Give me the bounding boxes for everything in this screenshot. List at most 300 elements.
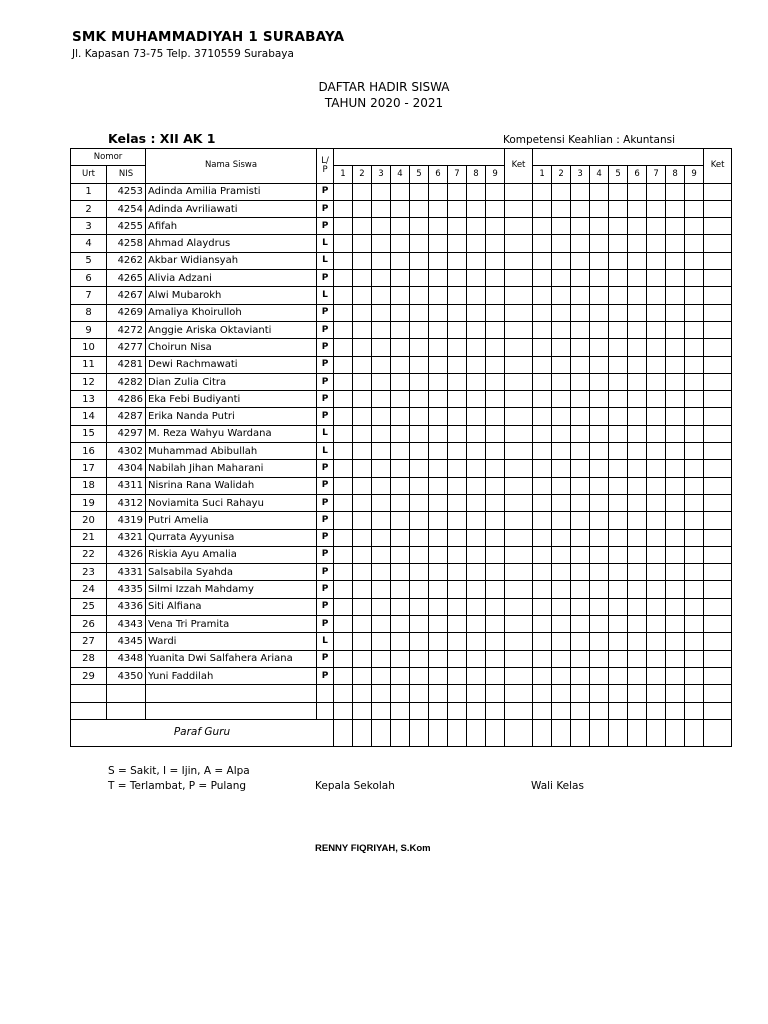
- attendance-cell: [590, 443, 609, 460]
- attendance-cell: [647, 512, 666, 529]
- student-number: 22: [71, 546, 107, 563]
- day-header: 9: [486, 166, 505, 183]
- attendance-cell: [391, 425, 410, 442]
- student-sex: P: [317, 460, 334, 477]
- student-sex: P: [317, 667, 334, 684]
- attendance-cell: [685, 494, 704, 511]
- attendance-cell: [609, 235, 628, 252]
- student-number: 4: [71, 235, 107, 252]
- attendance-cell: [609, 650, 628, 667]
- attendance-cell: [533, 321, 552, 338]
- attendance-cell: [486, 529, 505, 546]
- school-address: Jl. Kapasan 73-75 Telp. 3710559 Surabaya: [72, 48, 294, 60]
- student-nis: 4267: [107, 287, 146, 304]
- attendance-cell: [628, 598, 647, 615]
- attendance-cell: [647, 391, 666, 408]
- attendance-cell: [448, 304, 467, 321]
- attendance-cell: [391, 287, 410, 304]
- student-nis: 4311: [107, 477, 146, 494]
- student-sex: P: [317, 512, 334, 529]
- attendance-cell: [334, 702, 353, 719]
- attendance-cell: [505, 425, 533, 442]
- attendance-cell: [448, 391, 467, 408]
- attendance-cell: [372, 667, 391, 684]
- attendance-cell: [571, 339, 590, 356]
- attendance-cell: [391, 391, 410, 408]
- attendance-cell: [334, 252, 353, 269]
- attendance-cell: [353, 356, 372, 373]
- attendance-cell: [533, 373, 552, 390]
- attendance-cell: [533, 356, 552, 373]
- attendance-cell: [647, 633, 666, 650]
- attendance-cell: [448, 564, 467, 581]
- attendance-cell: [704, 529, 732, 546]
- principal-label: Kepala Sekolah: [315, 780, 395, 792]
- attendance-cell: [666, 270, 685, 287]
- day-header: 8: [467, 166, 486, 183]
- attendance-cell: [590, 598, 609, 615]
- attendance-cell: [334, 546, 353, 563]
- attendance-cell: [685, 633, 704, 650]
- attendance-cell: [391, 633, 410, 650]
- table-row: [71, 667, 732, 684]
- empty-cell: [71, 702, 107, 719]
- attendance-cell: [372, 408, 391, 425]
- attendance-cell: [704, 252, 732, 269]
- signature-cell: [685, 719, 704, 746]
- attendance-cell: [628, 512, 647, 529]
- student-nis: 4345: [107, 633, 146, 650]
- attendance-cell: [505, 339, 533, 356]
- table-row: [71, 494, 732, 511]
- attendance-cell: [590, 235, 609, 252]
- table-row: [71, 304, 732, 321]
- student-nis: 4297: [107, 425, 146, 442]
- attendance-cell: [590, 564, 609, 581]
- attendance-cell: [666, 373, 685, 390]
- attendance-cell: [666, 304, 685, 321]
- attendance-cell: [647, 200, 666, 217]
- attendance-cell: [704, 235, 732, 252]
- attendance-cell: [448, 633, 467, 650]
- attendance-cell: [448, 529, 467, 546]
- attendance-cell: [666, 321, 685, 338]
- table-row: [71, 460, 732, 477]
- attendance-cell: [552, 339, 571, 356]
- student-nis: 4255: [107, 218, 146, 235]
- signature-cell: [609, 719, 628, 746]
- attendance-cell: [372, 356, 391, 373]
- attendance-cell: [448, 685, 467, 702]
- attendance-cell: [467, 270, 486, 287]
- attendance-cell: [334, 321, 353, 338]
- student-sex: L: [317, 633, 334, 650]
- attendance-cell: [467, 702, 486, 719]
- attendance-cell: [429, 408, 448, 425]
- student-name: Wardi: [146, 633, 317, 650]
- table-row: [71, 581, 732, 598]
- attendance-cell: [372, 581, 391, 598]
- attendance-cell: [467, 529, 486, 546]
- attendance-cell: [334, 408, 353, 425]
- attendance-cell: [372, 460, 391, 477]
- attendance-cell: [571, 477, 590, 494]
- attendance-cell: [685, 443, 704, 460]
- attendance-cell: [429, 702, 448, 719]
- attendance-cell: [590, 616, 609, 633]
- student-number: 29: [71, 667, 107, 684]
- table-row: [71, 235, 732, 252]
- attendance-cell: [666, 218, 685, 235]
- attendance-cell: [410, 546, 429, 563]
- student-number: 7: [71, 287, 107, 304]
- attendance-cell: [685, 252, 704, 269]
- attendance-cell: [505, 477, 533, 494]
- signature-cell: [533, 719, 552, 746]
- attendance-cell: [533, 546, 552, 563]
- attendance-cell: [647, 425, 666, 442]
- attendance-cell: [429, 616, 448, 633]
- day-header: 9: [685, 166, 704, 183]
- attendance-cell: [609, 529, 628, 546]
- attendance-cell: [609, 321, 628, 338]
- attendance-table-body: [71, 149, 732, 747]
- attendance-cell: [571, 702, 590, 719]
- attendance-cell: [571, 391, 590, 408]
- attendance-cell: [552, 321, 571, 338]
- day-header: 6: [429, 166, 448, 183]
- attendance-cell: [685, 460, 704, 477]
- attendance-cell: [628, 494, 647, 511]
- attendance-cell: [685, 200, 704, 217]
- attendance-cell: [467, 477, 486, 494]
- attendance-cell: [552, 408, 571, 425]
- attendance-cell: [372, 564, 391, 581]
- attendance-cell: [391, 685, 410, 702]
- attendance-cell: [609, 667, 628, 684]
- attendance-cell: [372, 633, 391, 650]
- attendance-cell: [571, 200, 590, 217]
- attendance-cell: [647, 287, 666, 304]
- attendance-cell: [448, 356, 467, 373]
- attendance-cell: [372, 425, 391, 442]
- empty-cell: [146, 685, 317, 702]
- attendance-cell: [552, 270, 571, 287]
- student-name: Silmi Izzah Mahdamy: [146, 581, 317, 598]
- attendance-cell: [552, 650, 571, 667]
- attendance-cell: [704, 633, 732, 650]
- attendance-cell: [391, 564, 410, 581]
- attendance-cell: [571, 564, 590, 581]
- attendance-cell: [334, 598, 353, 615]
- attendance-cell: [628, 252, 647, 269]
- attendance-cell: [685, 581, 704, 598]
- attendance-cell: [467, 339, 486, 356]
- attendance-cell: [628, 321, 647, 338]
- attendance-cell: [590, 287, 609, 304]
- attendance-cell: [391, 270, 410, 287]
- attendance-cell: [467, 512, 486, 529]
- attendance-cell: [571, 321, 590, 338]
- attendance-cell: [429, 633, 448, 650]
- attendance-cell: [704, 443, 732, 460]
- attendance-cell: [505, 512, 533, 529]
- attendance-cell: [353, 529, 372, 546]
- attendance-cell: [533, 270, 552, 287]
- student-sex: P: [317, 356, 334, 373]
- signature-cell: [486, 719, 505, 746]
- signature-cell: [448, 719, 467, 746]
- student-nis: 4343: [107, 616, 146, 633]
- attendance-cell: [571, 616, 590, 633]
- attendance-cell: [505, 564, 533, 581]
- attendance-cell: [467, 373, 486, 390]
- attendance-cell: [467, 598, 486, 615]
- attendance-cell: [590, 512, 609, 529]
- attendance-cell: [647, 667, 666, 684]
- attendance-cell: [647, 529, 666, 546]
- attendance-cell: [628, 200, 647, 217]
- attendance-cell: [429, 425, 448, 442]
- attendance-cell: [704, 425, 732, 442]
- attendance-cell: [353, 391, 372, 408]
- attendance-cell: [372, 252, 391, 269]
- attendance-cell: [486, 443, 505, 460]
- table-row: [71, 477, 732, 494]
- attendance-cell: [704, 373, 732, 390]
- class-label: Kelas : XII AK 1: [108, 131, 216, 146]
- attendance-cell: [647, 650, 666, 667]
- attendance-cell: [486, 650, 505, 667]
- student-number: 20: [71, 512, 107, 529]
- attendance-cell: [571, 460, 590, 477]
- student-sex: L: [317, 425, 334, 442]
- attendance-cell: [609, 477, 628, 494]
- attendance-cell: [448, 667, 467, 684]
- attendance-cell: [609, 702, 628, 719]
- attendance-cell: [448, 512, 467, 529]
- attendance-cell: [571, 287, 590, 304]
- attendance-cell: [505, 546, 533, 563]
- attendance-cell: [666, 391, 685, 408]
- attendance-cell: [533, 702, 552, 719]
- attendance-cell: [505, 270, 533, 287]
- attendance-cell: [533, 529, 552, 546]
- attendance-cell: [448, 287, 467, 304]
- attendance-cell: [666, 546, 685, 563]
- attendance-cell: [429, 460, 448, 477]
- table-row: [71, 391, 732, 408]
- student-number: 19: [71, 494, 107, 511]
- day-header: 5: [410, 166, 429, 183]
- student-sex: P: [317, 391, 334, 408]
- attendance-cell: [353, 252, 372, 269]
- student-sex: P: [317, 494, 334, 511]
- student-number: 14: [71, 408, 107, 425]
- attendance-cell: [704, 304, 732, 321]
- attendance-cell: [334, 287, 353, 304]
- student-number: 3: [71, 218, 107, 235]
- attendance-cell: [391, 183, 410, 200]
- student-name: Nisrina Rana Walidah: [146, 477, 317, 494]
- attendance-cell: [628, 373, 647, 390]
- attendance-cell: [533, 512, 552, 529]
- attendance-cell: [609, 616, 628, 633]
- attendance-cell: [429, 183, 448, 200]
- attendance-cell: [334, 581, 353, 598]
- attendance-cell: [429, 477, 448, 494]
- attendance-cell: [353, 650, 372, 667]
- attendance-cell: [391, 339, 410, 356]
- student-number: 8: [71, 304, 107, 321]
- attendance-cell: [628, 425, 647, 442]
- attendance-cell: [505, 685, 533, 702]
- attendance-cell: [486, 546, 505, 563]
- attendance-cell: [353, 270, 372, 287]
- attendance-cell: [666, 529, 685, 546]
- attendance-cell: [685, 391, 704, 408]
- attendance-cell: [372, 477, 391, 494]
- attendance-cell: [334, 200, 353, 217]
- attendance-cell: [571, 598, 590, 615]
- attendance-cell: [590, 183, 609, 200]
- attendance-cell: [647, 321, 666, 338]
- attendance-cell: [552, 477, 571, 494]
- attendance-cell: [429, 373, 448, 390]
- attendance-cell: [391, 477, 410, 494]
- attendance-cell: [571, 512, 590, 529]
- attendance-cell: [505, 356, 533, 373]
- attendance-cell: [429, 356, 448, 373]
- attendance-cell: [372, 529, 391, 546]
- attendance-cell: [609, 373, 628, 390]
- attendance-cell: [372, 650, 391, 667]
- attendance-cell: [666, 650, 685, 667]
- day-header: 1: [533, 166, 552, 183]
- nama-header: Nama Siswa: [146, 149, 317, 184]
- attendance-cell: [467, 685, 486, 702]
- empty-cell: [146, 702, 317, 719]
- student-number: 6: [71, 270, 107, 287]
- table-row: [71, 252, 732, 269]
- attendance-cell: [448, 546, 467, 563]
- attendance-cell: [647, 443, 666, 460]
- attendance-cell: [590, 650, 609, 667]
- attendance-cell: [429, 391, 448, 408]
- table-row: [71, 218, 732, 235]
- attendance-cell: [391, 598, 410, 615]
- attendance-cell: [704, 616, 732, 633]
- attendance-cell: [552, 616, 571, 633]
- attendance-cell: [391, 304, 410, 321]
- student-sex: L: [317, 252, 334, 269]
- attendance-cell: [533, 235, 552, 252]
- ket-header-2: Ket: [704, 149, 732, 184]
- attendance-cell: [609, 685, 628, 702]
- signature-cell: [704, 719, 732, 746]
- attendance-cell: [372, 702, 391, 719]
- ket-header-1: Ket: [505, 149, 533, 184]
- attendance-cell: [609, 460, 628, 477]
- attendance-cell: [609, 183, 628, 200]
- attendance-cell: [391, 529, 410, 546]
- attendance-cell: [391, 252, 410, 269]
- attendance-cell: [571, 304, 590, 321]
- attendance-cell: [410, 339, 429, 356]
- attendance-cell: [666, 633, 685, 650]
- attendance-cell: [467, 564, 486, 581]
- attendance-cell: [666, 494, 685, 511]
- teacher-signature-row: [71, 719, 732, 746]
- attendance-cell: [486, 339, 505, 356]
- student-sex: P: [317, 408, 334, 425]
- attendance-cell: [533, 200, 552, 217]
- attendance-cell: [505, 650, 533, 667]
- attendance-cell: [704, 581, 732, 598]
- attendance-cell: [590, 218, 609, 235]
- attendance-cell: [372, 373, 391, 390]
- attendance-cell: [533, 287, 552, 304]
- student-nis: 4326: [107, 546, 146, 563]
- attendance-cell: [628, 633, 647, 650]
- day-header: 7: [647, 166, 666, 183]
- attendance-cell: [410, 200, 429, 217]
- attendance-cell: [391, 616, 410, 633]
- attendance-cell: [704, 200, 732, 217]
- attendance-cell: [448, 321, 467, 338]
- table-row: [71, 598, 732, 615]
- attendance-cell: [685, 339, 704, 356]
- attendance-cell: [467, 235, 486, 252]
- school-name: SMK MUHAMMADIYAH 1 SURABAYA: [72, 29, 345, 45]
- student-number: 24: [71, 581, 107, 598]
- attendance-cell: [334, 218, 353, 235]
- attendance-cell: [552, 460, 571, 477]
- attendance-cell: [609, 252, 628, 269]
- attendance-cell: [647, 685, 666, 702]
- attendance-cell: [628, 546, 647, 563]
- attendance-cell: [391, 443, 410, 460]
- signature-cell: [372, 719, 391, 746]
- signature-cell: [391, 719, 410, 746]
- attendance-cell: [486, 356, 505, 373]
- student-number: 21: [71, 529, 107, 546]
- attendance-cell: [448, 235, 467, 252]
- attendance-cell: [704, 321, 732, 338]
- attendance-cell: [334, 356, 353, 373]
- attendance-cell: [704, 512, 732, 529]
- attendance-cell: [467, 304, 486, 321]
- attendance-cell: [685, 564, 704, 581]
- student-nis: 4287: [107, 408, 146, 425]
- empty-cell: [317, 702, 334, 719]
- attendance-cell: [391, 200, 410, 217]
- day-header: 4: [391, 166, 410, 183]
- attendance-cell: [486, 512, 505, 529]
- attendance-cell: [353, 564, 372, 581]
- table-row: [71, 616, 732, 633]
- attendance-cell: [334, 183, 353, 200]
- attendance-cell: [353, 598, 372, 615]
- student-sex: P: [317, 564, 334, 581]
- attendance-cell: [590, 339, 609, 356]
- attendance-cell: [552, 235, 571, 252]
- attendance-cell: [628, 529, 647, 546]
- student-name: Vena Tri Pramita: [146, 616, 317, 633]
- student-name: Ahmad Alaydrus: [146, 235, 317, 252]
- student-nis: 4348: [107, 650, 146, 667]
- attendance-cell: [334, 235, 353, 252]
